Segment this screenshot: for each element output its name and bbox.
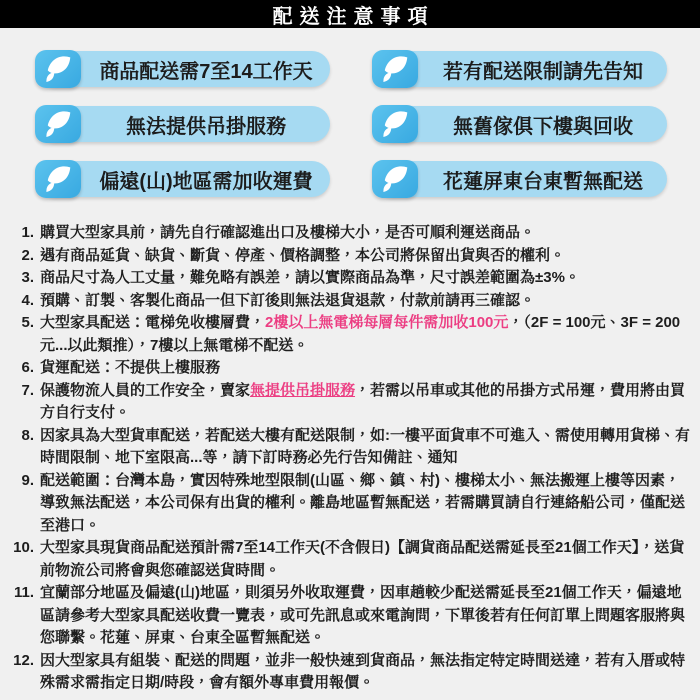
page-title: 配送注意事項	[272, 5, 435, 28]
badge-label: 商品配送需7至14工作天	[99, 60, 313, 83]
delivery-badge	[35, 50, 330, 88]
note-text	[40, 357, 690, 380]
leaf-icon	[372, 50, 418, 88]
note-item	[8, 245, 690, 268]
note-number: 4.	[21, 291, 34, 309]
badge-label: 花蓮屏東台東暫無配送	[443, 170, 643, 193]
note-text	[40, 425, 690, 470]
note-number: 1.	[21, 224, 34, 241]
delivery-badge	[35, 160, 330, 198]
badge-pill	[375, 51, 667, 87]
note-item	[8, 582, 690, 650]
delivery-badge	[35, 105, 330, 143]
note-item	[8, 650, 690, 695]
badge-pill	[38, 51, 330, 87]
badge-pill	[38, 106, 330, 142]
delivery-badge	[372, 105, 667, 143]
note-number: 7.	[21, 381, 34, 399]
note-item	[8, 222, 690, 245]
badge-pill	[375, 106, 667, 142]
note-text	[40, 245, 690, 268]
notes-list	[0, 214, 700, 695]
note-segment: 保護物流人員的工作安全，賣家	[40, 381, 251, 399]
note-segment: 遇有商品延貨、缺貨、斷貨、停產、價格調整，本公司將保留出貨與否的權利。	[40, 246, 566, 264]
note-item	[8, 470, 690, 538]
badge-label: 偏遠(山)地區需加收運費	[99, 170, 313, 193]
note-text	[40, 537, 690, 582]
note-segment: ，若需以吊車或其他的吊掛方式吊運，費用將由買方自行支付。	[40, 381, 686, 421]
note-item	[8, 267, 690, 290]
note-text	[40, 650, 690, 695]
note-text	[40, 380, 690, 425]
note-text	[40, 312, 690, 357]
note-segment: 商品尺寸為人工丈量，難免略有誤差，請以實際商品為準，尺寸誤差範圍為±3%。	[40, 269, 580, 286]
note-item	[8, 357, 690, 380]
badge-pill	[38, 161, 330, 197]
badge-label: 若有配送限制請先告知	[443, 60, 643, 83]
note-segment: 宜蘭部分地區及偏遠(山)地區，則須另外收取運費，因車趟較少配送需延長至21個工作天，偏遠地區請參考大型家具配送收費一覽表，或可先訊息或來電詢問，下單後若有任何訂單上問題客服將與您聯繫。花蓮、屏東、台東全區暫無配送。	[40, 584, 686, 646]
note-text	[40, 267, 690, 290]
note-segment: 因大型家具有組裝、配送的問題，並非一般快速到貨商品，無法指定特定時間送達，若有入厝或特殊需求需指定日期/時段，會有額外專車費用報價。	[40, 651, 686, 691]
note-number: 8.	[21, 426, 34, 444]
note-number: 3.	[21, 269, 34, 286]
note-text	[40, 290, 690, 313]
leaf-icon	[35, 105, 81, 143]
badge-grid	[0, 28, 700, 214]
note-number: 9.	[21, 471, 34, 489]
leaf-icon	[35, 50, 81, 88]
note-segment: 配送範圍：台灣本島，實因特殊地型限制(山區、鄉、鎮、村)、樓梯太小、無法搬運上樓等因素，導致無法配送，本公司保有出貨的權利。離島地區暫無配送，若需購買請自行連絡船公司，僅配送至港口。	[40, 471, 686, 534]
note-item	[8, 290, 690, 313]
note-item	[8, 425, 690, 470]
note-highlight: 2樓以上無電梯每層每件需加收100元	[265, 314, 509, 331]
note-segment: 因家具為大型貨車配送，若配送大樓有配送限制，如:一樓平面貨車不可進入、需使用轉用貨梯、有時間限制、地下室限高...等，請下訂時務必先行告知備註、通知	[40, 426, 690, 466]
note-number: 5.	[21, 314, 34, 331]
note-text	[40, 582, 690, 650]
page-header	[0, 0, 700, 28]
note-segment: 預購、訂製、客製化商品一但下訂後則無法退貨退款，付款前請再三確認。	[40, 291, 536, 309]
note-segment: 貨運配送：不提供上樓服務	[40, 359, 221, 376]
note-segment: 購買大型家具前，請先自行確認進出口及樓梯大小，是否可順利運送商品。	[40, 224, 536, 241]
leaf-icon	[35, 160, 81, 198]
note-number: 12.	[13, 651, 34, 669]
note-item	[8, 380, 690, 425]
note-segment: 大型家具現貨商品配送預計需7至14工作天(不含假日)【調貨商品配送需延長至21個工作天】，送貨前物流公司將會與您確認送貨時間。	[40, 539, 685, 579]
note-segment: ，（2F = 100元、3F = 200元...以此類推），7樓以上無電梯不配送。	[40, 314, 681, 354]
note-number: 10.	[13, 539, 34, 556]
badge-label: 無法提供吊掛服務	[126, 115, 286, 138]
delivery-badge	[372, 50, 667, 88]
note-number: 11.	[13, 584, 34, 601]
badge-label: 無舊傢俱下樓與回收	[453, 115, 633, 138]
delivery-badge	[372, 160, 667, 198]
note-item	[8, 537, 690, 582]
badge-pill	[375, 161, 667, 197]
note-number: 6.	[21, 359, 34, 376]
leaf-icon	[372, 160, 418, 198]
note-highlight: 無提供吊掛服務	[250, 381, 356, 399]
note-segment: 大型家具配送：電梯免收樓層費，	[40, 314, 266, 331]
note-text	[40, 222, 690, 245]
note-number: 2.	[21, 246, 34, 264]
note-text	[40, 470, 690, 538]
leaf-icon	[372, 105, 418, 143]
note-item	[8, 312, 690, 357]
